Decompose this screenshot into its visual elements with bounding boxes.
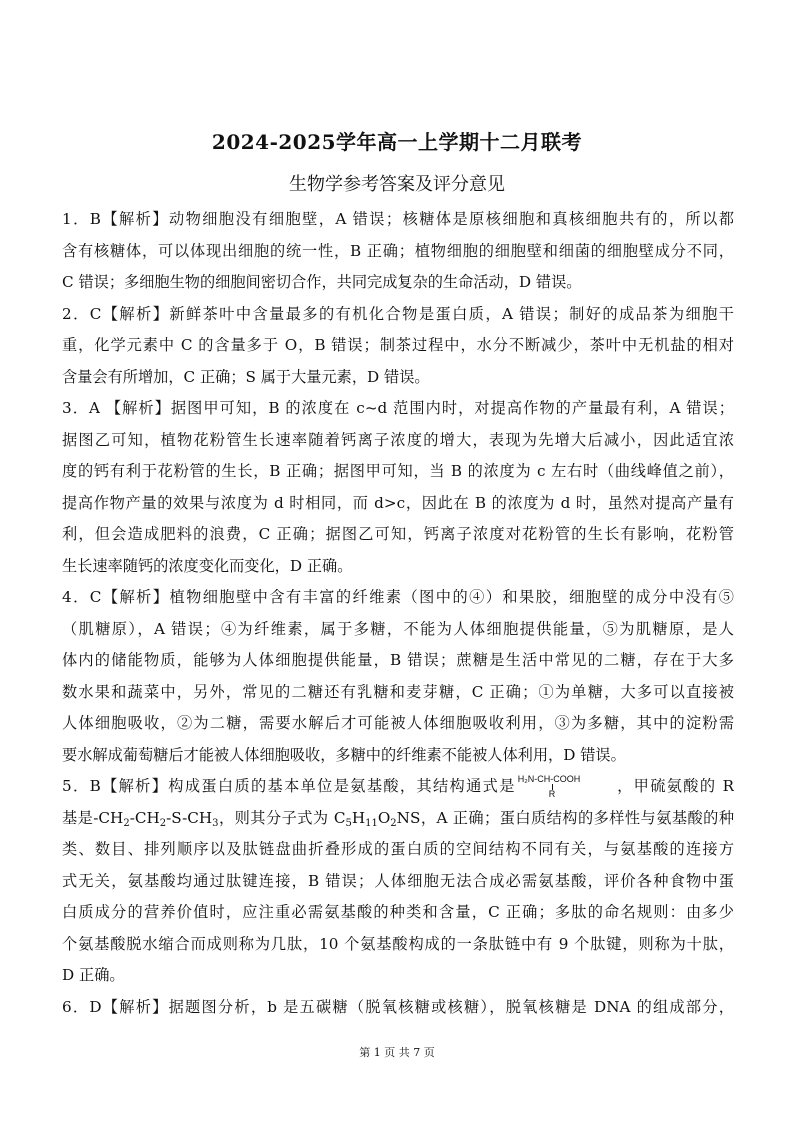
- text-segment: NS，A 正确；蛋白质结构的多样性与氨基酸的种: [396, 808, 734, 827]
- answer-3: [62, 393, 734, 582]
- text-line: 类、数目、排列顺序以及肽链盘曲折叠形成的蛋白质的空间结构不同有关，与氨基酸的连接方: [62, 840, 734, 858]
- text-segment: 5．B【解析】构成蛋白质的基本单位是氨基酸，其结构通式是: [62, 777, 516, 795]
- answer-6: [62, 992, 734, 1024]
- page-subtitle: 生物学参考答案及评分意见: [289, 174, 505, 195]
- text-line: 1．B【解析】动物细胞没有细胞壁，A 错误；核糖体是原核细胞和真核细胞共有的，所以都: [62, 210, 734, 228]
- text-line: 6．D【解析】据题图分析，b 是五碳糖（脱氧核糖或核糖），脱氧核糖是 DNA 的组成部分，: [62, 997, 734, 1016]
- subscript: 11: [365, 817, 378, 829]
- text-line: 2．C【解析】新鲜茶叶中含量最多的有机化合物是蛋白质，A 错误；制好的成品茶为细胞干: [62, 304, 734, 323]
- answer-body: [62, 204, 734, 1023]
- answer-4: [62, 582, 734, 771]
- text-line: （肌糖原），A 错误；④为纤维素，属于多糖，不能为人体细胞提供能量，⑤为肌糖原，是人: [62, 619, 734, 638]
- text-line: 个氨基酸脱水缩合而成则称为几肽，10 个氨基酸构成的一条肽链中有 9 个肽键，则称为十肽，: [62, 934, 734, 953]
- answer-5: [62, 771, 734, 992]
- page-footer: 第 1 页 共 7 页: [359, 1046, 435, 1059]
- answer-2: [62, 299, 734, 394]
- text-segment: H: [351, 808, 366, 827]
- text-line: 重，化学元素中 C 的含量多于 O，B 错误；制茶过程中，水分不断减少，茶叶中无机盐的相对: [62, 336, 734, 354]
- text-line: 利，但会造成肥料的浪费，C 正确；据图乙可知，钙离子浓度对花粉管的生长有影响，花粉管: [62, 525, 734, 543]
- text-line: 含量会有所增加，C 正确；S 属于大量元素，D 错误。: [62, 367, 430, 386]
- text-line: 4．C【解析】植物细胞壁中含有丰富的纤维素（图中的④）和果胶，细胞壁的成分中没有⑤: [62, 588, 734, 606]
- text-segment: ，则其分子式为 C: [218, 808, 346, 827]
- page-title: 2024-2025学年高一上学期十二月联考: [211, 130, 583, 154]
- text-line: C 错误；多细胞生物的细胞间密切合作，共同完成复杂的生命活动，D 错误。: [62, 273, 582, 291]
- subscript: 2: [123, 817, 130, 829]
- text-line: 体内的储能物质，能够为人体细胞提供能量，B 错误；蔗糖是生活中常见的二糖，存在于大多: [62, 651, 734, 669]
- text-segment: -S-CH: [166, 808, 213, 827]
- text-line: 3．A 【解析】据图甲可知，B 的浓度在 c~d 范围内时，对提高作物的产量最有利，A 错误；: [62, 399, 734, 417]
- text-line: D 正确。: [62, 966, 125, 984]
- text-segment: 基是-CH: [62, 808, 124, 827]
- text-line: 要水解成葡萄糖后才能被人体细胞吸收，多糖中的纤维素不能被人体利用，D 错误。: [62, 745, 626, 764]
- text-line: 数水果和蔬菜中，另外，常见的二糖还有乳糖和麦芽糖，C 正确；①为单糖，大多可以直接被: [62, 682, 734, 701]
- subscript: 2: [159, 817, 167, 829]
- text-line: 式无关，氨基酸均通过肽键连接，B 错误；人体细胞无法合成必需氨基酸，评价各种食物中蛋: [62, 871, 734, 890]
- text-line: [62, 771, 734, 803]
- text-line: 人体细胞吸收，②为二糖，需要水解后才可能被人体细胞吸收利用，③为多糖，其中的淀粉需: [62, 714, 734, 732]
- formula-r-group: R: [548, 789, 556, 799]
- text-line: 生长速率随钙的浓度变化而变化，D 正确。: [62, 556, 353, 575]
- text-line: 提高作物产量的效果与浓度为 d 时相同，而 d>c，因此在 B 的浓度为 d 时，虽然对提高产量有: [62, 493, 734, 512]
- amino-acid-formula: [518, 774, 614, 800]
- text-line: [62, 803, 734, 835]
- text-line: 度的钙有利于花粉管的生长，B 正确；据图甲可知，当 B 的浓度为 c 左右时（曲线峰值之前），: [62, 462, 734, 480]
- text-segment: O: [377, 808, 391, 827]
- answer-1: [62, 204, 734, 299]
- text-line: 据图乙可知，植物花粉管生长速率随着钙离子浓度的增大，表现为先增大后减小，因此适宜浓: [62, 430, 734, 449]
- subscript: 2: [390, 817, 397, 829]
- subscript: 3: [212, 817, 219, 829]
- text-segment: -CH: [129, 808, 160, 827]
- text-line: 白质成分的营养价值时，应注重必需氨基酸的种类和含量，C 正确；多肽的命名规则：由多少: [62, 903, 734, 921]
- text-line: 含有核糖体，可以体现出细胞的统一性，B 正确；植物细胞的细胞壁和细菌的细胞壁成分不同，: [62, 241, 734, 260]
- text-segment: ，甲硫氨酸的 R: [615, 777, 734, 795]
- formula-main: H₂N-CH-COOH: [517, 774, 581, 784]
- subscript: 5: [345, 817, 352, 829]
